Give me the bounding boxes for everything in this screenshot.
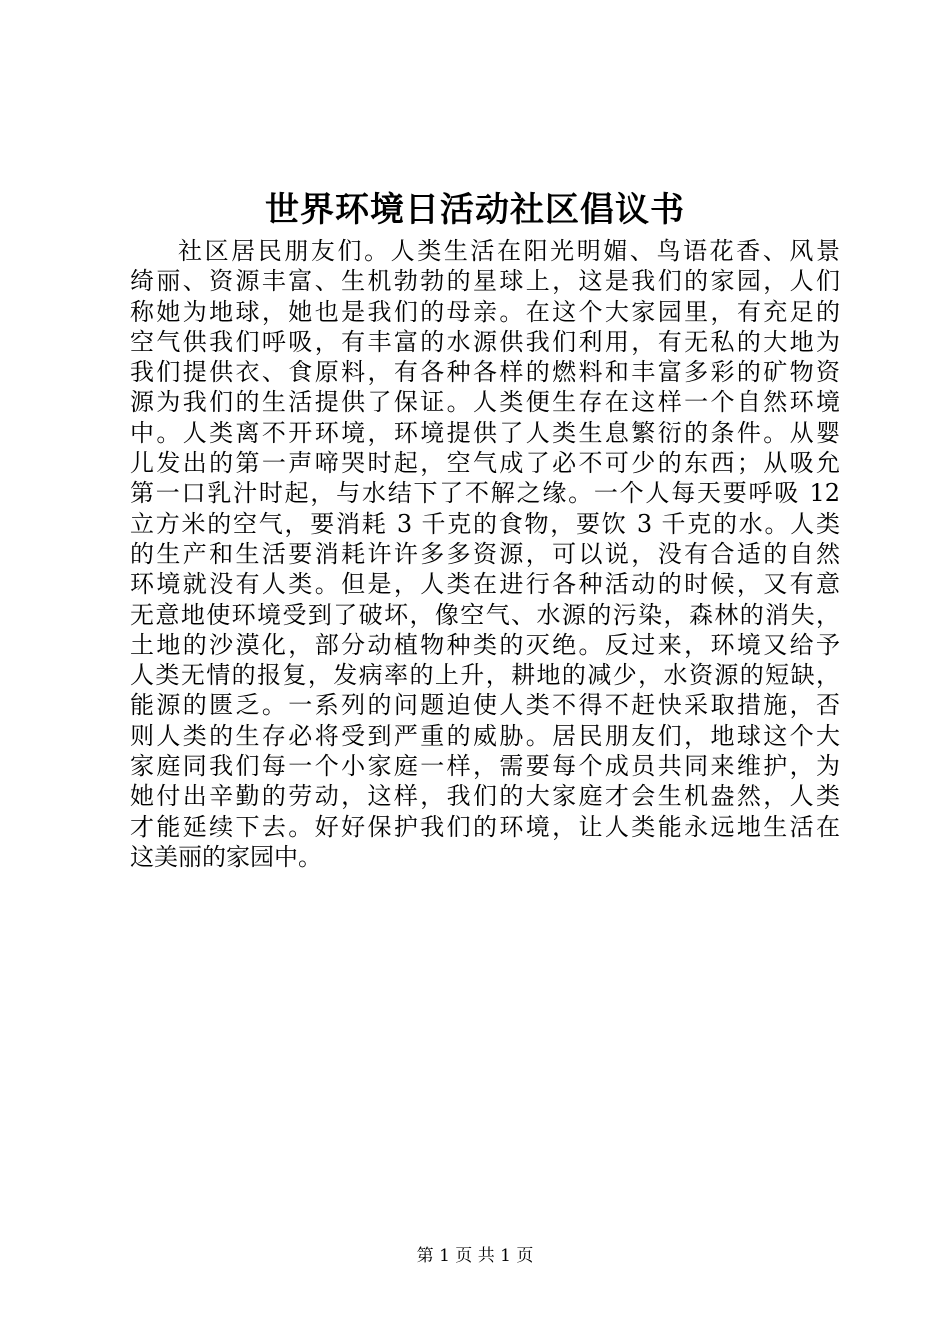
document-title: 世界环境日活动社区倡议书	[265, 190, 685, 230]
body-line: 则人类的生存必将受到严重的威胁。居民朋友们，地球这个大	[130, 721, 840, 750]
page-number-footer: 第 1 页 共 1 页	[416, 1246, 534, 1266]
body-line: 她付出辛勤的劳动，这样，我们的大家庭才会生机盎然，人类	[130, 782, 840, 811]
body-line: 绮丽、资源丰富、生机勃勃的星球上，这是我们的家园，人们	[130, 267, 840, 296]
body-line: 土地的沙漠化，部分动植物种类的灭绝。反过来，环境又给予	[130, 630, 840, 659]
body-line: 能源的匮乏。一系列的问题迫使人类不得不赶快采取措施，否	[130, 691, 840, 720]
body-line: 我们提供衣、食原料，有各种各样的燃料和丰富多彩的矿物资	[130, 358, 840, 387]
body-line: 中。人类离不开环境，环境提供了人类生息繁衍的条件。从婴	[130, 418, 840, 447]
document-body	[130, 236, 840, 872]
body-line: 称她为地球，她也是我们的母亲。在这个大家园里，有充足的	[130, 297, 840, 326]
body-line: 家庭同我们每一个小家庭一样，需要每个成员共同来维护，为	[130, 752, 840, 781]
body-line: 源为我们的生活提供了保证。人类便生存在这样一个自然环境	[130, 388, 840, 417]
body-line: 儿发出的第一声啼哭时起，空气成了必不可少的东西；从吸允	[130, 449, 840, 478]
body-line: 人类无情的报复，发病率的上升，耕地的减少，水资源的短缺，	[130, 661, 840, 690]
body-line: 立方米的空气，要消耗 3 千克的食物，要饮 3 千克的水。人类	[130, 509, 840, 538]
body-line: 空气供我们呼吸，有丰富的水源供我们利用，有无私的大地为	[130, 327, 840, 356]
body-line: 才能延续下去。好好保护我们的环境，让人类能永远地生活在	[130, 812, 840, 841]
body-line: 这美丽的家园中。	[130, 842, 322, 871]
body-line: 第一口乳汁时起，与水结下了不解之缘。一个人每天要呼吸 12	[130, 479, 840, 508]
body-line: 环境就没有人类。但是，人类在进行各种活动的时候，又有意	[130, 570, 840, 599]
body-line: 的生产和生活要消耗许许多多资源，可以说，没有合适的自然	[130, 539, 840, 568]
body-line: 无意地使环境受到了破坏，像空气、水源的污染，森林的消失，	[130, 600, 840, 629]
body-line: 社区居民朋友们。人类生活在阳光明媚、鸟语花香、风景	[178, 237, 840, 265]
